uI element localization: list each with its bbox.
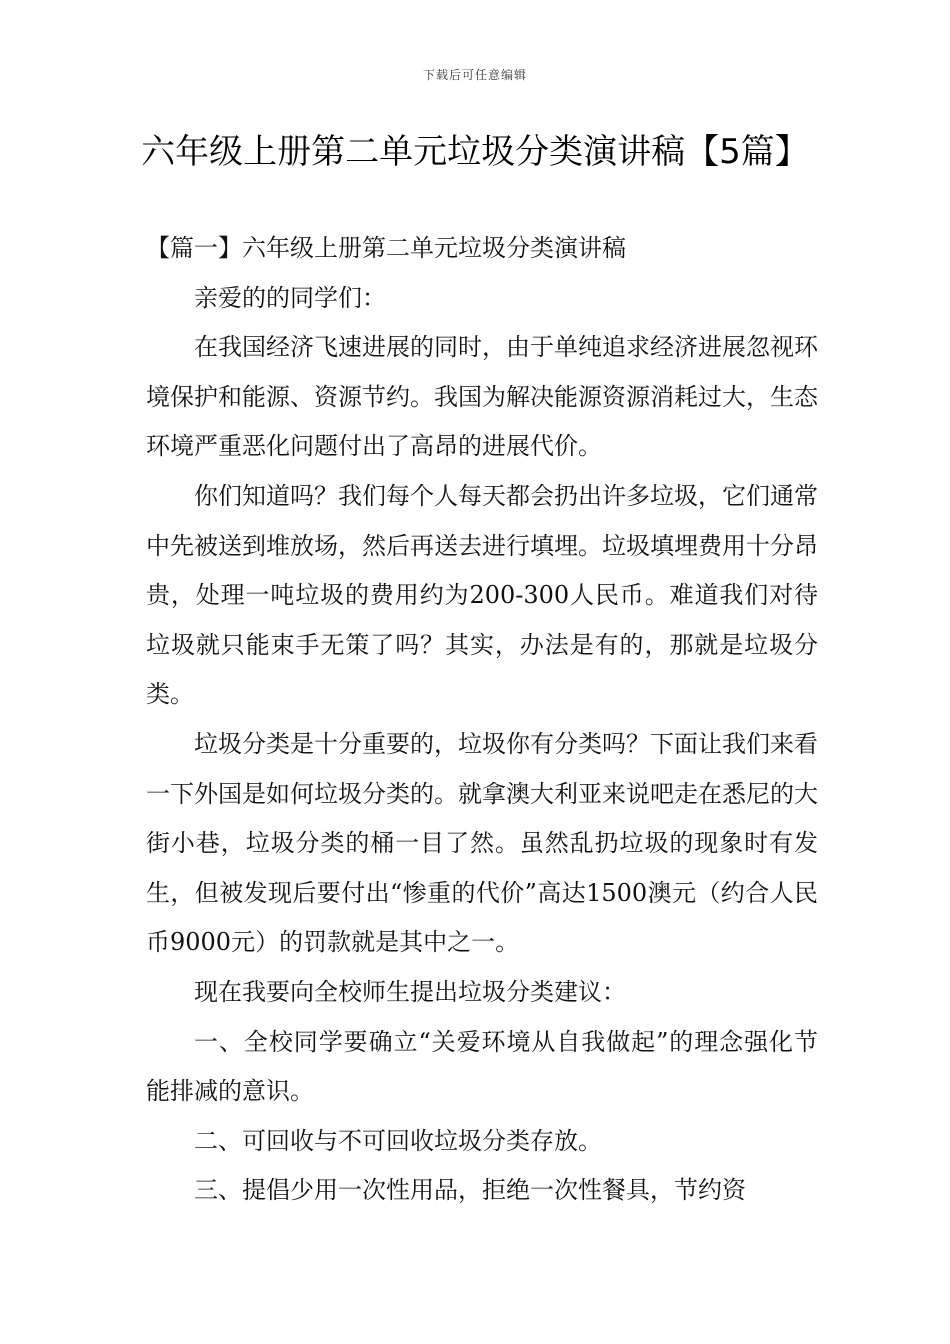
list-item: 三、提倡少用一次性用品，拒绝一次性餐具，节约资 (194, 1176, 746, 1205)
paragraph: 垃圾分类是十分重要的，垃圾你有分类吗？下面让我们来看一下外国是如何垃圾分类的。就拿澳大利亚来说吧走在悉尼的大街小巷，垃圾分类的桶一目了然。虽然乱扔垃圾的现象时有发生，但被发现后要付出“惨重的代价”高达1500澳元（约合人民币9000元）的罚款就是其中之一。 (146, 729, 818, 957)
list-item: 一、全校同学要确立“关爱环境从自我做起”的理念强化节能排减的意识。 (146, 1027, 818, 1106)
section-heading: 【篇一】六年级上册第二单元垃圾分类演讲稿 (146, 234, 626, 262)
paragraph-greeting: 亲爱的的同学们： (194, 283, 386, 312)
list-item: 二、可回收与不可回收垃圾分类存放。 (194, 1126, 602, 1155)
paragraph: 现在我要向全校师生提出垃圾分类建议： (194, 977, 626, 1006)
paragraph: 你们知道吗？我们每个人每天都会扔出许多垃圾，它们通常中先被送到堆放场，然后再送去进行填埋。垃圾填埋费用十分昂贵，处理一吨垃圾的费用约为200-300人民币。难道我们对待垃圾就只能束手无策了吗？其实，办法是有的，那就是垃圾分类。 (146, 481, 818, 709)
paragraph: 在我国经济飞速进展的同时，由于单纯追求经济进展忽视环境保护和能源、资源节约。我国为解决能源资源消耗过大，生态环境严重恶化问题付出了高昂的进展代价。 (146, 333, 818, 461)
header-note: 下载后可任意编辑 (422, 68, 527, 82)
document-body (146, 224, 818, 1216)
document-title: 六年级上册第二单元垃圾分类演讲稿【5篇】 (141, 132, 809, 172)
